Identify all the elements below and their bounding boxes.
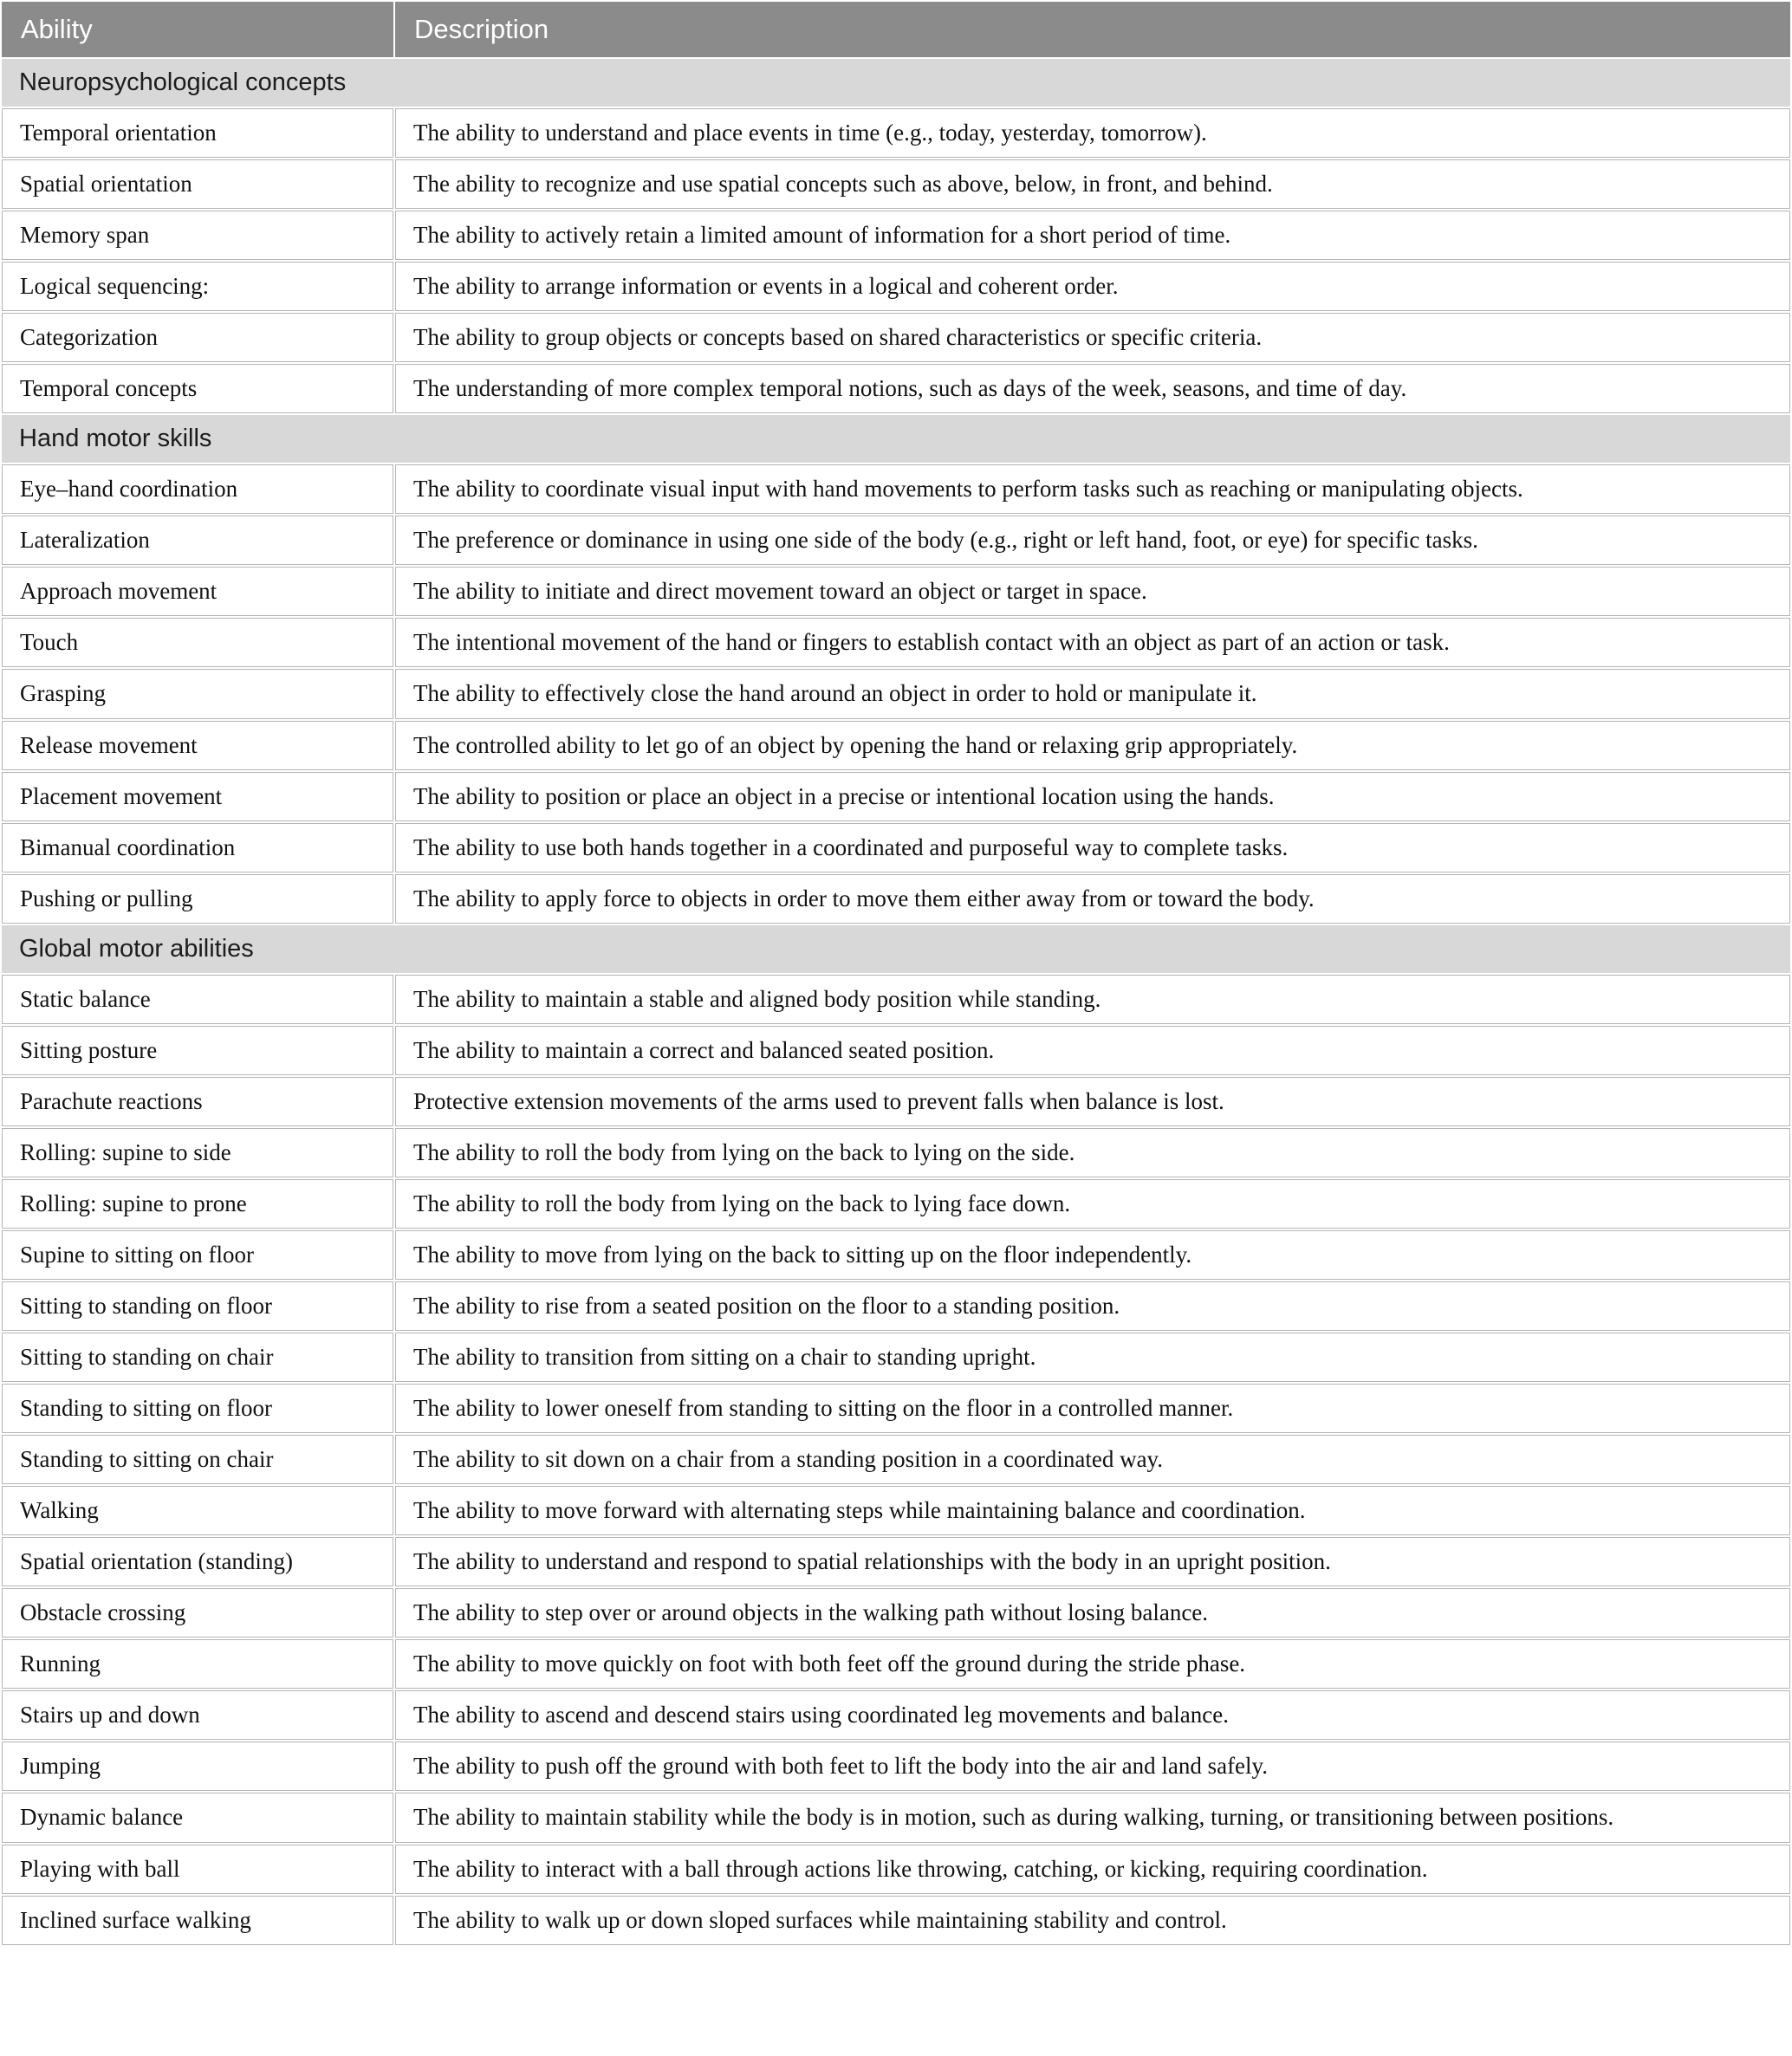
ability-cell: Temporal concepts — [2, 364, 393, 413]
section-header-row — [2, 415, 1790, 463]
description-cell: The ability to initiate and direct movement toward an object or target in space. — [395, 567, 1790, 616]
ability-cell: Parachute reactions — [2, 1077, 393, 1126]
column-header-description: Description — [395, 2, 1790, 57]
table-row — [2, 1896, 1790, 1945]
table-row — [2, 721, 1790, 770]
ability-cell: Categorization — [2, 313, 393, 362]
ability-cell: Playing with ball — [2, 1845, 393, 1894]
ability-cell: Lateralization — [2, 516, 393, 565]
table-row — [2, 1588, 1790, 1638]
table-row — [2, 1077, 1790, 1126]
ability-cell: Temporal orientation — [2, 108, 393, 158]
ability-cell: Standing to sitting on floor — [2, 1384, 393, 1433]
ability-cell: Spatial orientation — [2, 159, 393, 209]
ability-cell: Stairs up and down — [2, 1690, 393, 1740]
table-row — [2, 1384, 1790, 1433]
section-title: Global motor abilities — [2, 925, 1790, 973]
ability-cell: Dynamic balance — [2, 1793, 393, 1842]
ability-cell: Sitting to standing on chair — [2, 1333, 393, 1382]
table-row — [2, 1179, 1790, 1229]
description-cell: The ability to maintain stability while the body is in motion, such as during walking, turning, or transitioning between positions. — [395, 1793, 1790, 1842]
table-row — [2, 1281, 1790, 1331]
table-row — [2, 262, 1790, 311]
description-cell: The ability to coordinate visual input with hand movements to perform tasks such as reaching or manipulating objects. — [395, 464, 1790, 514]
ability-cell: Spatial orientation (standing) — [2, 1537, 393, 1586]
description-cell: The ability to position or place an object in a precise or intentional location using the hands. — [395, 772, 1790, 821]
description-cell: The ability to push off the ground with both feet to lift the body into the air and land safely. — [395, 1741, 1790, 1791]
header-row — [2, 2, 1790, 57]
column-header-ability: Ability — [2, 2, 393, 57]
ability-cell: Inclined surface walking — [2, 1896, 393, 1945]
table-row — [2, 975, 1790, 1024]
description-cell: The ability to interact with a ball through actions like throwing, catching, or kicking, requiring coordination. — [395, 1845, 1790, 1894]
table-row — [2, 1486, 1790, 1535]
ability-cell: Placement movement — [2, 772, 393, 821]
description-cell: The ability to walk up or down sloped surfaces while maintaining stability and control. — [395, 1896, 1790, 1945]
table-row — [2, 618, 1790, 667]
description-cell: Protective extension movements of the arms used to prevent falls when balance is lost. — [395, 1077, 1790, 1126]
ability-cell: Sitting to standing on floor — [2, 1281, 393, 1331]
description-cell: The ability to rise from a seated position on the floor to a standing position. — [395, 1281, 1790, 1331]
ability-cell: Grasping — [2, 669, 393, 718]
description-cell: The ability to roll the body from lying on the back to lying on the side. — [395, 1128, 1790, 1177]
description-cell: The intentional movement of the hand or fingers to establish contact with an object as part of an action or task. — [395, 618, 1790, 667]
table-row — [2, 1741, 1790, 1791]
table-row — [2, 823, 1790, 872]
table-row — [2, 159, 1790, 209]
description-cell: The ability to ascend and descend stairs using coordinated leg movements and balance. — [395, 1690, 1790, 1740]
section-header-row — [2, 925, 1790, 973]
table-row — [2, 1026, 1790, 1075]
table-row — [2, 1537, 1790, 1586]
table-row — [2, 567, 1790, 616]
description-cell: The ability to sit down on a chair from a standing position in a coordinated way. — [395, 1435, 1790, 1484]
section-header-row — [2, 59, 1790, 107]
ability-cell: Rolling: supine to prone — [2, 1179, 393, 1229]
description-cell: The ability to recognize and use spatial concepts such as above, below, in front, and behind. — [395, 159, 1790, 209]
table-header — [2, 2, 1790, 57]
description-cell: The ability to effectively close the hand around an object in order to hold or manipulate it. — [395, 669, 1790, 718]
table-row — [2, 1690, 1790, 1740]
table-row — [2, 1230, 1790, 1280]
description-cell: The preference or dominance in using one side of the body (e.g., right or left hand, foot, or eye) for specific tasks. — [395, 516, 1790, 565]
description-cell: The controlled ability to let go of an object by opening the hand or relaxing grip appropriately. — [395, 721, 1790, 770]
table-row — [2, 108, 1790, 158]
table-row — [2, 1793, 1790, 1842]
table-row — [2, 364, 1790, 413]
description-cell: The ability to maintain a stable and aligned body position while standing. — [395, 975, 1790, 1024]
table-row — [2, 313, 1790, 362]
table-row — [2, 516, 1790, 565]
ability-cell: Approach movement — [2, 567, 393, 616]
description-cell: The ability to move quickly on foot with both feet off the ground during the stride phase. — [395, 1639, 1790, 1689]
table-row — [2, 1639, 1790, 1689]
description-cell: The ability to apply force to objects in order to move them either away from or toward the body. — [395, 874, 1790, 924]
description-cell: The ability to roll the body from lying on the back to lying face down. — [395, 1179, 1790, 1229]
ability-cell: Touch — [2, 618, 393, 667]
description-cell: The ability to group objects or concepts based on shared characteristics or specific criteria. — [395, 313, 1790, 362]
ability-cell: Standing to sitting on chair — [2, 1435, 393, 1484]
description-cell: The ability to lower oneself from standing to sitting on the floor in a controlled manner. — [395, 1384, 1790, 1433]
ability-cell: Rolling: supine to side — [2, 1128, 393, 1177]
table-row — [2, 772, 1790, 821]
description-cell: The ability to use both hands together in a coordinated and purposeful way to complete tasks. — [395, 823, 1790, 872]
section-title: Neuropsychological concepts — [2, 59, 1790, 107]
table-row — [2, 1333, 1790, 1382]
ability-cell: Obstacle crossing — [2, 1588, 393, 1638]
table-row — [2, 211, 1790, 260]
description-cell: The ability to arrange information or events in a logical and coherent order. — [395, 262, 1790, 311]
description-cell: The ability to step over or around objects in the walking path without losing balance. — [395, 1588, 1790, 1638]
ability-cell: Pushing or pulling — [2, 874, 393, 924]
table-row — [2, 1128, 1790, 1177]
ability-cell: Sitting posture — [2, 1026, 393, 1075]
ability-cell: Jumping — [2, 1741, 393, 1791]
section-title: Hand motor skills — [2, 415, 1790, 463]
ability-cell: Release movement — [2, 721, 393, 770]
ability-cell: Bimanual coordination — [2, 823, 393, 872]
ability-cell: Memory span — [2, 211, 393, 260]
table-row — [2, 874, 1790, 924]
table-row — [2, 669, 1790, 718]
description-cell: The ability to move from lying on the back to sitting up on the floor independently. — [395, 1230, 1790, 1280]
ability-cell: Running — [2, 1639, 393, 1689]
ability-cell: Supine to sitting on floor — [2, 1230, 393, 1280]
ability-cell: Static balance — [2, 975, 393, 1024]
description-cell: The ability to maintain a correct and balanced seated position. — [395, 1026, 1790, 1075]
description-cell: The understanding of more complex temporal notions, such as days of the week, seasons, and time of day. — [395, 364, 1790, 413]
description-cell: The ability to understand and respond to spatial relationships with the body in an upright position. — [395, 1537, 1790, 1586]
description-cell: The ability to move forward with alternating steps while maintaining balance and coordination. — [395, 1486, 1790, 1535]
description-cell: The ability to understand and place events in time (e.g., today, yesterday, tomorrow). — [395, 108, 1790, 158]
description-cell: The ability to actively retain a limited amount of information for a short period of time. — [395, 211, 1790, 260]
table-body — [2, 59, 1790, 1945]
ability-cell: Eye–hand coordination — [2, 464, 393, 514]
ability-cell: Walking — [2, 1486, 393, 1535]
table-row — [2, 1435, 1790, 1484]
table-row — [2, 464, 1790, 514]
description-cell: The ability to transition from sitting on a chair to standing upright. — [395, 1333, 1790, 1382]
ability-cell: Logical sequencing: — [2, 262, 393, 311]
table-row — [2, 1845, 1790, 1894]
